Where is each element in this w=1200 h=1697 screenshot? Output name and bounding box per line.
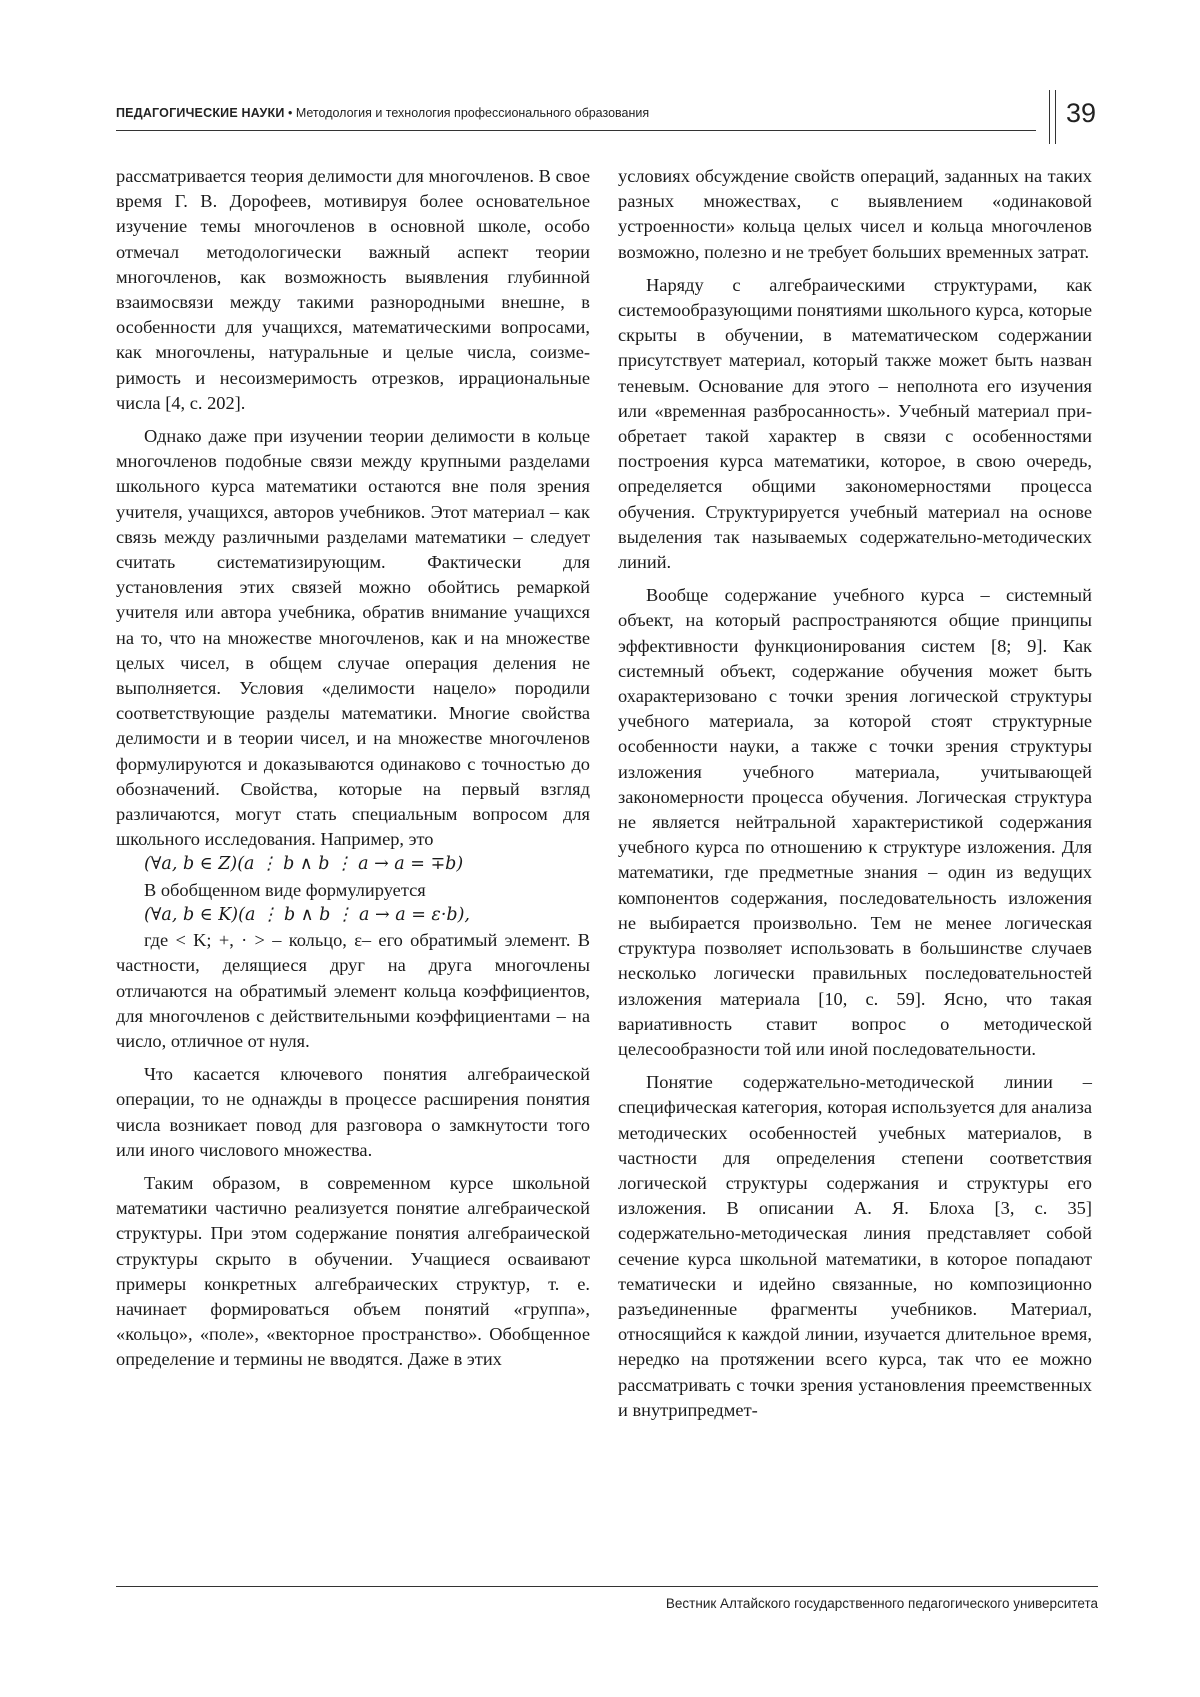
paragraph: Однако даже при изучении теории делимости в кольце многочленов подобные связи между крупными разделами школьного курса математики остаются вне поля зрения учителя, учащихся, авторов учебников. Этот материал – как связь между различными разделами математики – следует считать систематизирующим. Фактически для установления этих связей можно обойтись ремаркой учителя или автора учебника, обратив внимание учащихся на то, что на множестве многочленов, как и на множестве целых чисел, в общем случае операция деления не выполняется. Условия «делимости нацело» породили соответствующие разделы математики. Многие свойства делимости и в теории чисел, и на множестве многочленов формулируются и доказываются одинаково с точностью до обозначений. Свойства, которые на первый взгляд различаются, могут стать специальным вопросом для школьного исследования. Например, это: [116, 426, 590, 850]
formula: (∀a, b ∈ K)(a ⋮ b ∧ b ⋮ a → a = ε·b),: [144, 904, 470, 925]
paragraph: Вообще содержание учебного курса – системный объект, на который распространяются общие принципы эффективности функционирования систем [8; 9]. Как системный объект, содержание обучения может быть охарактеризовано с точки зрения логической структуры учебного материала, за которой стоят структурные особенности науки, а также с точки зрения структуры изложения учебного материала, учитывающей закономерности процесса обучения. Логическая структура не является нейтральной характеристикой содержания учебного курса по отношению к структуре изложения. Для математики, где предметные знания – один из ведущих компонентов содержания, последовательность изложения не выбирается произвольно. Тем не менее логическая структура позволяет использовать в большинстве случаев несколько логически правильных последовательностей изложения материала [10, с. 59]. Ясно, что такая вариативность ставит вопрос о методической целесообразности той или иной последовательности.: [618, 585, 1092, 1059]
paragraph: Понятие содержательно-методической линии – специфическая категория, которая используется для анализа методических особенностей учебных материалов, в частности для определения степени соответствия логической структуры содержания и структуры его изложения. В описании А. Я. Блоха [3, с. 35] содержательно-методическая линия представляет собой сечение курса школьной математики, в которое попадают тематически и идейно связанные, но композиционно разъединенные фрагменты учебников. Материал, относящийся к каждой линии, изучается длительное время, нередко на протяжении всего курса, так что ее можно рассматривать с точки зрения установления преемственных и внутрипредмет-: [618, 1072, 1092, 1420]
paragraph: где < K; +, · > – кольцо, ε– его обратимый элемент. В частности, делящиеся друг на друга многочлены отличаются на обратимый элемент кольца коэффициентов, для многочленов с действительными коэффициентами – на число, отличное от нуля.: [116, 930, 590, 1051]
formula-caption: В обобщенном виде формулируется: [144, 879, 426, 900]
header-separator: •: [284, 106, 296, 120]
paragraph: Таким образом, в современном курсе школьной математики частично реализуется понятие алгебраической структуры. При этом содержание понятия алгебраической структуры скрыто в обучении. Учащиеся осваивают примеры конкретных алгебраических структур, т. е. начинает формироваться объем понятий «группа», «кольцо», «поле», «векторное пространство». Обобщенное определение и термины не вводятся. Даже в этих: [116, 1172, 590, 1370]
header-subsection: Методология и технология профессионального образования: [295, 106, 650, 120]
page-number: 39: [1066, 98, 1097, 128]
header-section: ПЕДАГОГИЧЕСКИЕ НАУКИ: [116, 106, 285, 120]
right-column: [618, 164, 1092, 1431]
left-column: [116, 164, 590, 1381]
footer-rule: [116, 1586, 1098, 1587]
header-rule: [116, 130, 1036, 131]
formula: (∀a, b ∈ Z)(a ⋮ b ∧ b ⋮ a → a = ∓b): [144, 854, 464, 875]
paragraph: рассматривается теория делимости для многочленов. В свое время Г. В. Дорофеев, мотивируя более основательное изучение темы многочленов в основной школе, особо отмечал методологически важный аспект теории многочленов, как возможность выявления глубинной взаимосвязи между такими разнородными внешне, в особенности для учащихся, математическими вопросами, как многочлены, натуральные и целые числа, соизмеримость и несоизмеримость отрезков, иррациональные числа [4, с. 202].: [116, 166, 590, 413]
footer-journal-title: Вестник Алтайского государственного педагогического университета: [665, 1596, 1098, 1611]
running-header: [116, 104, 1040, 128]
paragraph: Наряду с алгебраическими структурами, как системообразующими понятиями школьного курса, которые скрыты в обучении, в математическом содержании присутствует материал, который также может быть назван теневым. Основание для этого – неполнота его изучения или «временная разбросанность». Учебный материал приобретает такой характер в связи с особенностями построения курса математики, которое, в свою очередь, определяется общими закономерностями процесса обучения. Структурируется учебный материал на основе выделения так называемых содержательно-методических линий.: [618, 274, 1092, 573]
header-vertical-rule: [1055, 90, 1056, 144]
paragraph: Что касается ключевого понятия алгебраической операции, то не однажды в процессе расширения понятия числа возникает повод для разговора о замкнутости того или иного числового множества.: [116, 1064, 590, 1160]
header-vertical-rule: [1049, 90, 1050, 144]
header-text: [116, 106, 649, 120]
paragraph: условиях обсуждение свойств операций, заданных на таких разных множествах, с выявлением «одинаковой устроенности» кольца целых чисел и кольца многочленов возможно, полезно и не требует больших временных затрат.: [618, 166, 1092, 262]
